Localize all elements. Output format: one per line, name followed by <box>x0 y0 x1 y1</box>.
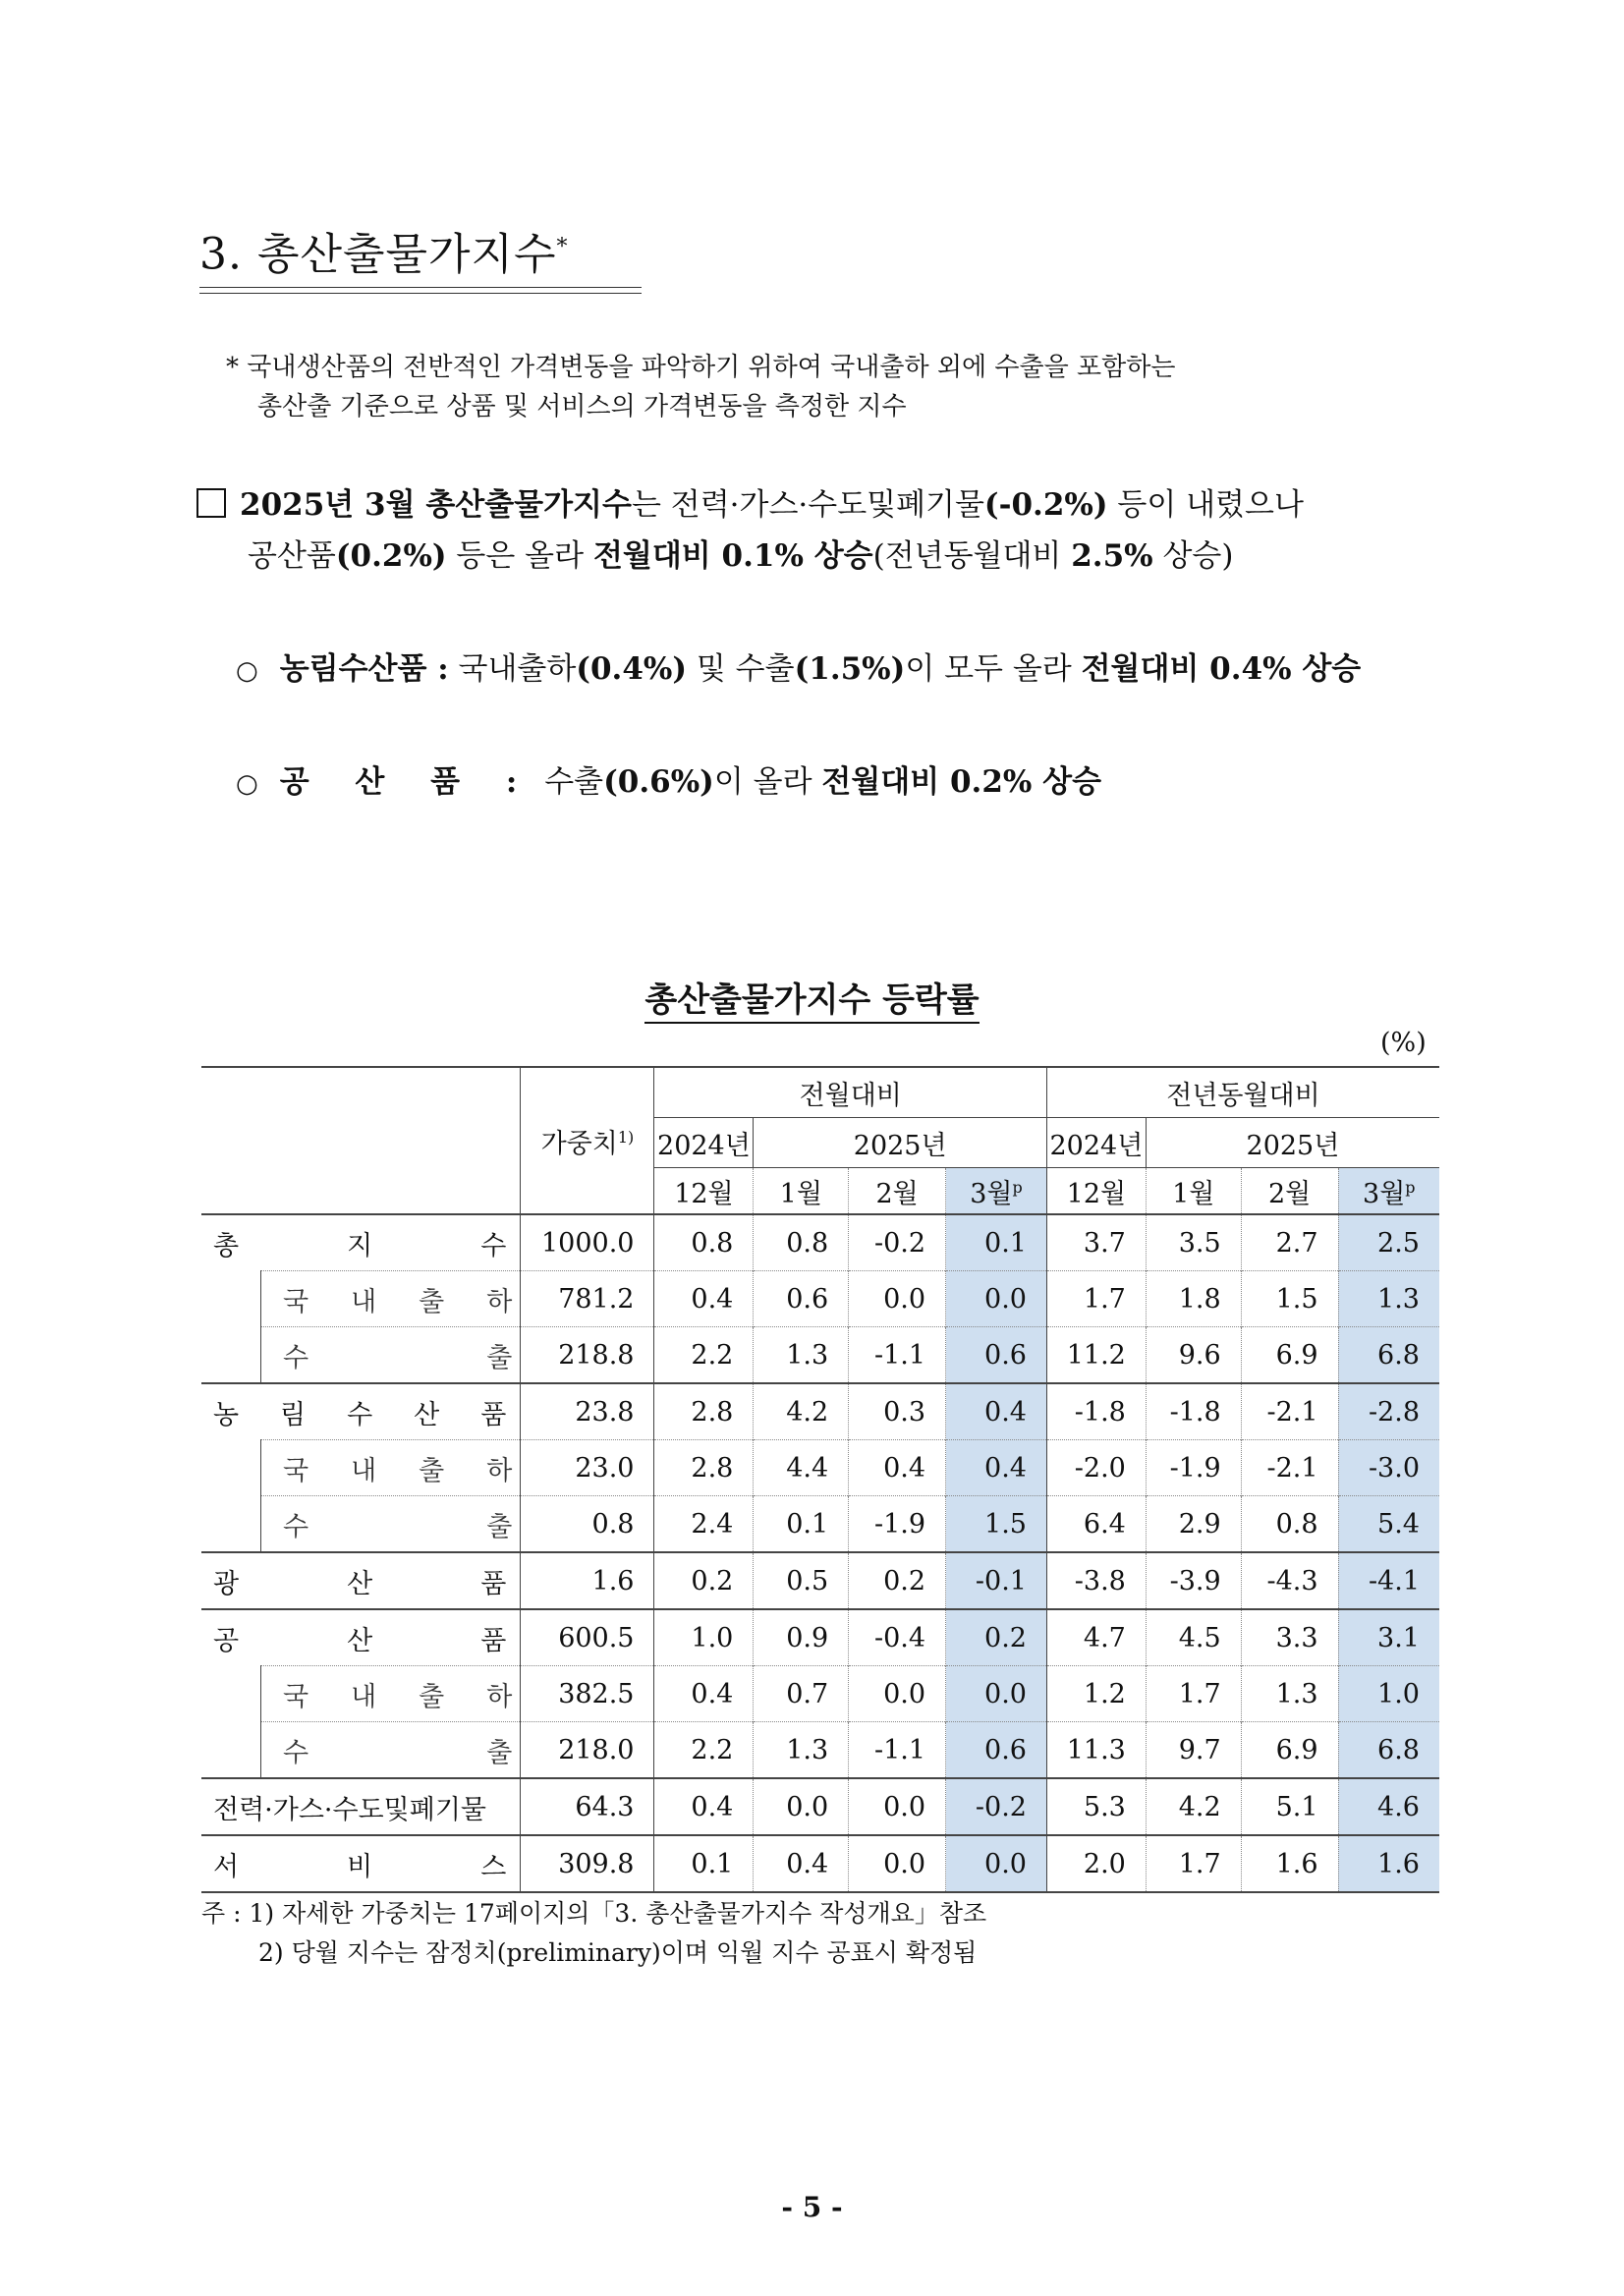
row-label: 농 림 수 산 품 <box>201 1383 521 1440</box>
cell-value: -3.9 <box>1146 1552 1241 1609</box>
cell-value: -1.8 <box>1046 1383 1146 1440</box>
row-indent <box>201 1440 261 1496</box>
cell-value: 6.8 <box>1338 1722 1439 1779</box>
cell-value: 0.4 <box>946 1383 1047 1440</box>
cell-value: -2.0 <box>1046 1440 1146 1496</box>
bullet-ind-text-2: 이 올라 <box>713 764 822 800</box>
bullet-agri-label: 농림수산품 : <box>279 651 449 687</box>
definition-line-1: * 국내생산품의 전반적인 가격변동을 파악하기 위하여 국내출하 외에 수출을 포함하는 <box>226 353 1176 382</box>
cell-value: 1.6 <box>1338 1835 1439 1892</box>
cell-value: -1.1 <box>849 1327 946 1384</box>
definition-line-2: 총산출 기준으로 상품 및 서비스의 가격변동을 측정한 지수 <box>257 392 907 421</box>
bullet-agri-text-1: 국내출하 <box>448 651 577 687</box>
row-label: 국 내 출 하 <box>261 1271 521 1327</box>
bullet-ind <box>236 756 1101 801</box>
summary-text-3: 공산품 <box>248 538 336 574</box>
cell-value: 2.2 <box>654 1722 754 1779</box>
cell-value: -4.1 <box>1338 1552 1439 1609</box>
cell-value: 5.4 <box>1338 1496 1439 1553</box>
definition-note <box>226 348 1444 426</box>
bullet-ind-bold: 전월대비 0.2% 상승 <box>821 764 1102 800</box>
cell-value: 4.7 <box>1046 1609 1146 1666</box>
cell-value: 11.2 <box>1046 1327 1146 1384</box>
cell-value: 0.0 <box>849 1666 946 1722</box>
header-corner <box>201 1067 521 1214</box>
checkbox-square-icon <box>196 488 226 518</box>
bullet-ind-value-1: (0.6%) <box>603 764 714 800</box>
section-number: 3. <box>199 229 243 280</box>
cell-value: 0.4 <box>654 1666 754 1722</box>
cell-value: 0.2 <box>654 1552 754 1609</box>
header-mar: 3월$^p$ <box>1338 1168 1439 1215</box>
unit-label: (%) <box>1380 1028 1427 1058</box>
row-indent <box>201 1666 261 1722</box>
table-row <box>201 1778 1439 1835</box>
cell-value: 0.8 <box>754 1214 849 1271</box>
cell-value: 0.0 <box>754 1778 849 1835</box>
cell-weight: 23.0 <box>521 1440 654 1496</box>
table-row <box>201 1214 1439 1271</box>
cell-value: 0.0 <box>849 1835 946 1892</box>
cell-value: 0.3 <box>849 1383 946 1440</box>
cell-weight: 309.8 <box>521 1835 654 1892</box>
summary-bold-4: 전월대비 0.1% 상승 <box>592 538 873 574</box>
cell-value: -1.8 <box>1146 1383 1241 1440</box>
row-label: 수 출 <box>261 1327 521 1384</box>
cell-value: 0.9 <box>754 1609 849 1666</box>
table-row <box>201 1271 1439 1327</box>
cell-value: 0.6 <box>946 1327 1047 1384</box>
row-label: 수 출 <box>261 1722 521 1779</box>
cell-value: 1.7 <box>1046 1271 1146 1327</box>
row-label: 서 비 스 <box>201 1835 521 1892</box>
table-row <box>201 1552 1439 1609</box>
cell-weight: 382.5 <box>521 1666 654 1722</box>
cell-value: 0.5 <box>754 1552 849 1609</box>
table-row <box>201 1327 1439 1384</box>
cell-value: -0.2 <box>849 1214 946 1271</box>
circle-bullet-icon: ○ <box>236 769 258 799</box>
header-2024-mom: 2024년 <box>654 1118 754 1168</box>
header-dec: 12월 <box>654 1168 754 1215</box>
header-jan: 1월 <box>1146 1168 1241 1215</box>
bullet-ind-label: 공 산 품 : <box>279 764 535 800</box>
cell-weight: 218.0 <box>521 1722 654 1779</box>
cell-value: -1.9 <box>1146 1440 1241 1496</box>
header-yoy: 전년동월대비 <box>1046 1067 1439 1118</box>
cell-value: 2.0 <box>1046 1835 1146 1892</box>
cell-value: 3.3 <box>1241 1609 1338 1666</box>
cell-value: 0.1 <box>946 1214 1047 1271</box>
cell-value: 1.3 <box>1338 1271 1439 1327</box>
cell-value: 0.0 <box>946 1666 1047 1722</box>
section-heading <box>199 218 642 297</box>
cell-value: 1.0 <box>654 1609 754 1666</box>
note-2: 2) 당월 지수는 잠정치(preliminary)이며 익월 지수 공표시 확정됨 <box>258 1938 978 1967</box>
cell-value: 0.6 <box>754 1271 849 1327</box>
cell-value: 11.3 <box>1046 1722 1146 1779</box>
row-indent <box>201 1496 261 1553</box>
cell-value: -0.1 <box>946 1552 1047 1609</box>
header-mom: 전월대비 <box>654 1067 1046 1118</box>
cell-value: -4.3 <box>1241 1552 1338 1609</box>
cell-value: 1.5 <box>1241 1271 1338 1327</box>
cell-value: 1.3 <box>1241 1666 1338 1722</box>
bullet-agri-bold: 전월대비 0.4% 상승 <box>1081 651 1362 687</box>
summary-bold-2: (-0.2%) <box>983 487 1108 523</box>
cell-value: -2.1 <box>1241 1383 1338 1440</box>
row-label: 광 산 품 <box>201 1552 521 1609</box>
cell-value: 9.7 <box>1146 1722 1241 1779</box>
heading-rule-bottom <box>199 293 642 294</box>
table-row <box>201 1666 1439 1722</box>
table-body <box>201 1214 1439 1892</box>
heading-rule-top <box>199 287 642 288</box>
bullet-agri-value-2: (1.5%) <box>794 651 906 687</box>
table-row <box>201 1609 1439 1666</box>
summary-text-5: (전년동월대비 <box>872 538 1072 574</box>
cell-value: 6.9 <box>1241 1722 1338 1779</box>
page-number: - 5 - <box>781 2191 843 2223</box>
header-feb: 2월 <box>849 1168 946 1215</box>
cell-value: 6.8 <box>1338 1327 1439 1384</box>
bullet-agri-text-2: 및 수출 <box>687 651 795 687</box>
cell-value: 2.8 <box>654 1383 754 1440</box>
cell-value: 2.7 <box>1241 1214 1338 1271</box>
cell-value: 1.6 <box>1241 1835 1338 1892</box>
cell-value: 3.5 <box>1146 1214 1241 1271</box>
header-2024-yoy: 2024년 <box>1046 1118 1146 1168</box>
cell-weight: 0.8 <box>521 1496 654 1553</box>
header-feb: 2월 <box>1241 1168 1338 1215</box>
cell-value: -0.4 <box>849 1609 946 1666</box>
cell-value: 1.7 <box>1146 1835 1241 1892</box>
cell-value: -3.0 <box>1338 1440 1439 1496</box>
cell-value: -2.1 <box>1241 1440 1338 1496</box>
cell-value: 1.2 <box>1046 1666 1146 1722</box>
row-label: 전력·가스·수도및폐기물 <box>201 1778 521 1835</box>
cell-value: -3.8 <box>1046 1552 1146 1609</box>
cell-value: 2.9 <box>1146 1496 1241 1553</box>
cell-value: 2.4 <box>654 1496 754 1553</box>
summary-text-4: 등은 올라 <box>446 538 593 574</box>
table-title-text: 총산출물가지수 등락률 <box>644 980 979 1024</box>
cell-value: 0.8 <box>1241 1496 1338 1553</box>
cell-value: 0.8 <box>654 1214 754 1271</box>
cell-value: 0.4 <box>754 1835 849 1892</box>
row-label: 국 내 출 하 <box>261 1666 521 1722</box>
bullet-ind-text-1: 수출 <box>534 764 604 800</box>
cell-value: 5.3 <box>1046 1778 1146 1835</box>
cell-value: 2.5 <box>1338 1214 1439 1271</box>
cell-weight: 1000.0 <box>521 1214 654 1271</box>
cell-value: -0.2 <box>946 1778 1047 1835</box>
circle-bullet-icon: ○ <box>236 656 258 686</box>
bullet-agri-value-1: (0.4%) <box>576 651 688 687</box>
section-star: * <box>556 235 569 259</box>
cell-value: 1.5 <box>946 1496 1047 1553</box>
cell-value: 0.0 <box>849 1271 946 1327</box>
cell-weight: 781.2 <box>521 1271 654 1327</box>
note-1: 1) 자세한 가중치는 17페이지의「3. 총산출물가지수 작성개요」참조 <box>249 1899 987 1928</box>
cell-value: 0.4 <box>946 1440 1047 1496</box>
summary-text-2: 등이 내렸으나 <box>1107 487 1304 523</box>
cell-value: 1.3 <box>754 1327 849 1384</box>
row-label: 수 출 <box>261 1496 521 1553</box>
cell-value: 0.7 <box>754 1666 849 1722</box>
table-row <box>201 1722 1439 1779</box>
cell-value: 3.7 <box>1046 1214 1146 1271</box>
summary-text-6: 상승) <box>1152 538 1234 574</box>
summary-paragraph <box>196 479 1454 582</box>
table-row <box>201 1440 1439 1496</box>
summary-text-1: 는 전력·가스·수도및폐기물 <box>631 487 984 523</box>
summary-bold-1: 2025년 3월 총산출물가지수 <box>240 487 632 523</box>
cell-value: 0.6 <box>946 1722 1047 1779</box>
cell-value: 0.1 <box>754 1496 849 1553</box>
table-row <box>201 1496 1439 1553</box>
cell-value: -1.1 <box>849 1722 946 1779</box>
cell-value: 0.4 <box>849 1440 946 1496</box>
cell-value: 0.1 <box>654 1835 754 1892</box>
cell-value: 0.4 <box>654 1778 754 1835</box>
cell-value: -2.8 <box>1338 1383 1439 1440</box>
cell-weight: 64.3 <box>521 1778 654 1835</box>
cell-value: 4.4 <box>754 1440 849 1496</box>
row-label: 총 지 수 <box>201 1214 521 1271</box>
cell-value: 2.2 <box>654 1327 754 1384</box>
cell-value: 1.0 <box>1338 1666 1439 1722</box>
section-title: 총산출물가지수 <box>256 229 557 280</box>
cell-value: 0.4 <box>654 1271 754 1327</box>
cell-value: 6.4 <box>1046 1496 1146 1553</box>
cell-value: 4.6 <box>1338 1778 1439 1835</box>
bullet-agri <box>236 644 1361 688</box>
cell-value: 2.8 <box>654 1440 754 1496</box>
header-2025-yoy: 2025년 <box>1146 1118 1439 1168</box>
cell-value: 1.3 <box>754 1722 849 1779</box>
table-row <box>201 1383 1439 1440</box>
cell-value: 0.0 <box>946 1271 1047 1327</box>
note-prefix: 주 : <box>201 1899 250 1928</box>
row-label: 국 내 출 하 <box>261 1440 521 1496</box>
cell-value: 5.1 <box>1241 1778 1338 1835</box>
bullet-agri-text-3: 이 모두 올라 <box>905 651 1082 687</box>
cell-weight: 23.8 <box>521 1383 654 1440</box>
cell-value: 1.7 <box>1146 1666 1241 1722</box>
row-label: 공 산 품 <box>201 1609 521 1666</box>
cell-value: 1.8 <box>1146 1271 1241 1327</box>
cell-value: 0.0 <box>849 1778 946 1835</box>
header-weight: 가중치$^{1)}$ <box>521 1067 654 1214</box>
summary-bold-3: (0.2%) <box>335 538 447 574</box>
summary-bold-5: 2.5% <box>1071 538 1153 574</box>
table-notes <box>201 1894 986 1973</box>
header-jan: 1월 <box>754 1168 849 1215</box>
cell-value: -1.9 <box>849 1496 946 1553</box>
cell-value: 0.0 <box>946 1835 1047 1892</box>
rate-table <box>201 1066 1439 1893</box>
cell-weight: 600.5 <box>521 1609 654 1666</box>
cell-value: 9.6 <box>1146 1327 1241 1384</box>
cell-value: 4.5 <box>1146 1609 1241 1666</box>
row-indent <box>201 1327 261 1384</box>
row-indent <box>201 1271 261 1327</box>
row-indent <box>201 1722 261 1779</box>
table-row <box>201 1835 1439 1892</box>
cell-value: 4.2 <box>1146 1778 1241 1835</box>
cell-value: 3.1 <box>1338 1609 1439 1666</box>
header-mar: 3월$^p$ <box>946 1168 1047 1215</box>
header-dec: 12월 <box>1046 1168 1146 1215</box>
cell-value: 0.2 <box>849 1552 946 1609</box>
cell-value: 6.9 <box>1241 1327 1338 1384</box>
cell-value: 4.2 <box>754 1383 849 1440</box>
header-2025-mom: 2025년 <box>754 1118 1047 1168</box>
table-title <box>0 973 1624 1021</box>
cell-weight: 1.6 <box>521 1552 654 1609</box>
cell-value: 0.2 <box>946 1609 1047 1666</box>
cell-weight: 218.8 <box>521 1327 654 1384</box>
